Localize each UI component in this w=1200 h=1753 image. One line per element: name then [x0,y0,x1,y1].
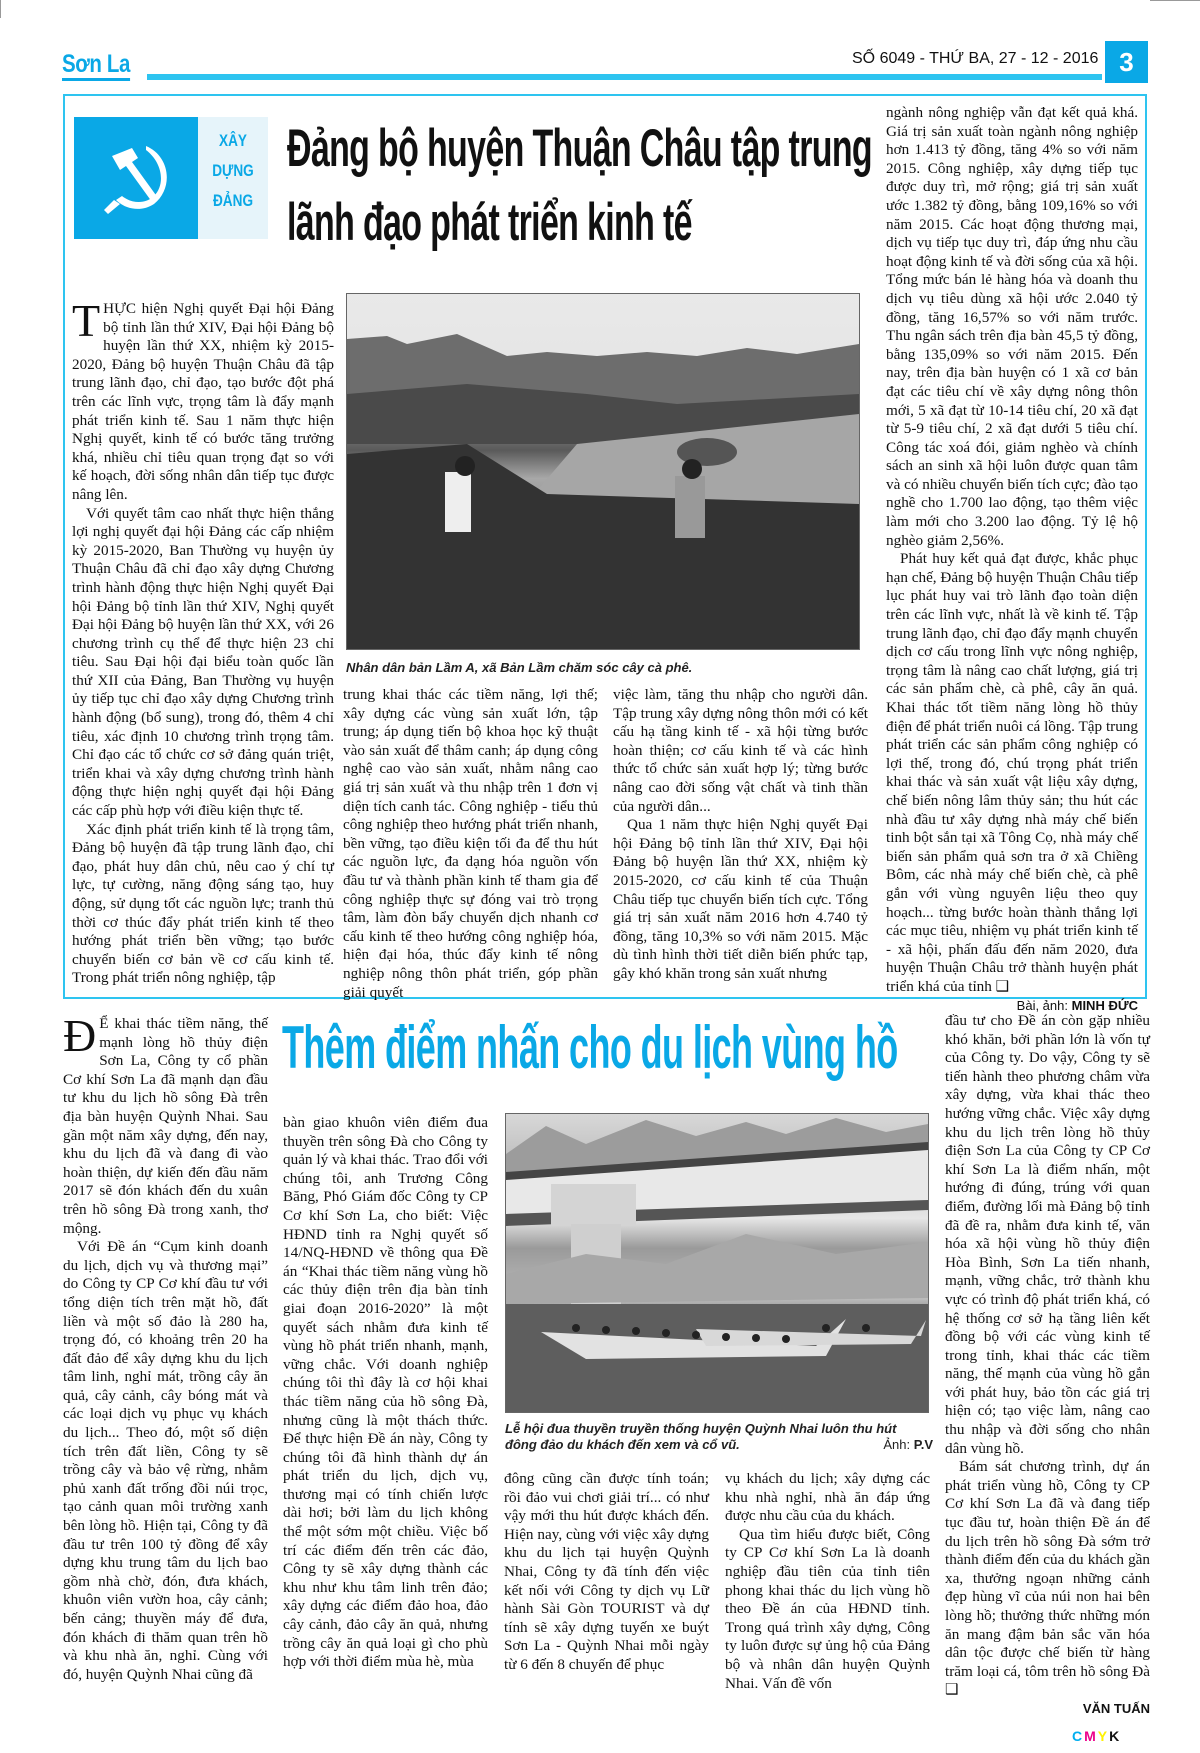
headline-line: Đảng bộ huyện Thuận Châu tập trung [287,119,872,178]
paragraph: Bám sát chương trình, dự án phát triển vùng hồ, Công ty CP Cơ khí Sơn La đã và đang tiếp tục đầu tư, hoàn thiện Đề án để du lịch trên hồ sông Đà sớm trở thành điểm đến của du khách gần xa, thưởng ngoạn những cảnh đẹp hùng vĩ của núi non hai bên lòng hồ; thưởng thức những món ăn mang đậm bản sắc văn hóa dân tộc được chế biến từ hàng trăm loại cá, tôm trên hồ sông Đà ❑ [945,1458,1150,1699]
article-2-byline [945,1700,1150,1719]
paragraph: Ể khai thác tiềm năng, thế mạnh lòng hồ thủy điện Sơn La, Công ty cổ phần Cơ khí Sơn La đã mạnh dạn đầu tư khu du lịch hồ sông Đà trên địa bàn huyện Quỳnh Nhai. Sau gần một năm xây dựng, đến nay, khu du lịch đã và đang đi vào hoàn thiện, dự kiến đến đầu năm 2017 sẽ đón khách đến du xuân trên hồ sông Đà trong xanh, thơ mộng. [63,1015,268,1237]
paragraph: Phát huy kết quả đạt được, khắc phục hạn chế, Đảng bộ huyện Thuận Châu tiếp lục phát huy vai trò lãnh đạo toàn diện trên các lĩnh vực, nhất là về kinh tế. Tập trung lãnh đạo, chỉ đạo đẩy mạnh chuyển dịch cơ cấu trong lĩnh vực nông nghiệp, trọng tâm là nâng cao chất lượng, giá trị các sản phẩm chè, cà phê, cây ăn quả. Khai thác tốt tiềm năng lòng hồ thủy điện để phát triển nuôi cá lồng. Tập trung phát triển các sản phẩm công nghiệp có lợi thế, trong đó, chú trọng phát triển khai thác và sản xuất vật liệu xây dựng, chế biến nông lâm thủy sản; thu hút các nhà đầu tư xây dựng nhà máy chế biến tinh bột sắn tại xã Tông Cọ, nhà máy chế biến sản phẩm quả sơn tra ở xã Chiềng Bôm, các nhà máy chế biến chè, cà phê gắn với vùng nguyên liệu theo quy hoạch... từng bước hoàn thành thắng lợi các mục tiêu, nhiệm vụ phát triển kinh tế - xã hội, phấn đấu đến năm 2020, đưa huyện Thuận Châu trở thành huyện phát triển khá của tỉnh ❑ [886,550,1138,995]
paragraph: bàn giao khuôn viên điểm đua thuyền trên sông Đà cho Công ty quản lý và khai thác. Trao đổi với chúng tôi, anh Trương Công Băng, Phó Giám đốc Công ty CP Cơ khí Sơn La, cho biết: Việc HĐND tỉnh ra Nghị quyết số 14/NQ-HĐND về thông qua Đề án “Khai thác tiềm năng vùng hồ các thủy điện trên địa bàn tỉnh giai đoạn 2016-2020” là một quyết sách nhằm đưa kinh tế vùng hồ phát triển nhanh, mạnh, vững chắc. Với doanh nghiệp chúng tôi thì đây là cơ hội khai thác tiềm năng của hồ sông Đà, nhưng cũng là một thách thức. Để thực hiện Đề án này, Công ty chúng tôi đã hình thành dự án phát triển du lịch, dịch vụ, thương mại có tính chiến lược dài hơi; bởi làm du lịch không thể một sớm một chiều. Việc bố trí các điểm đến trên các đảo, Công ty sẽ xây dựng thành các khu như khu tâm linh trên đảo; xây dựng các điểm đảo hoa, đảo cây cảnh, đảo cây ăn quả, nhưng trồng cây ăn quả loại gì cho phù hợp với thời điểm mùa hè, mùa [283,1114,488,1671]
photo-credit-prefix: Ảnh: [883,1437,914,1452]
badge-line: DỰNG [212,161,254,180]
article-2-column-5 [945,1012,1150,1719]
cmyk-marks [1072,1728,1121,1744]
caption-line: đông đảo du khách đến xem và cổ vũ. [505,1437,740,1452]
photo-credit [883,1437,933,1453]
article-2-column-3 [504,1470,709,1675]
article-1-photo-caption: Nhân dân bản Lầm A, xã Bản Lầm chăm sóc cây cà phê. [346,660,693,675]
section-name: Sơn La [62,50,130,81]
photo-illustration [506,1114,928,1412]
cmyk-y: Y [1097,1728,1110,1744]
boat-race-photo [505,1113,929,1413]
article-2-column-4 [725,1470,930,1693]
cmyk-c: C [1072,1728,1085,1744]
paragraph: vụ khách du lịch; xây dựng các khu nhà nghỉ, nhà ăn đáp ứng được nhu cầu của du khách. [725,1470,930,1525]
paragraph: Qua tìm hiểu được biết, Công ty CP Cơ khí Sơn La là doanh nghiệp đầu tiên của tỉnh tiên phong khai thác du lịch vùng hồ theo Đề án của HĐND tỉnh. Trong quá trình xây dựng, Công ty luôn được sự ủng hộ của Đảng bộ và nhân dân huyện Quỳnh Nhai. Vấn đề vốn [725,1525,930,1692]
article-1-column-4 [886,104,1138,1015]
header-rule [147,74,1102,80]
paragraph: HỰC hiện Nghị quyết Đại hội Đảng bộ tỉnh lần thứ XIV, Đại hội Đảng bộ huyện lần thứ XX, nhiệm kỳ 2015-2020, Đảng bộ huyện Thuận Châu đã tập trung lãnh đạo, chỉ đạo, tạo bước đột phá trên các lĩnh vực, trọng tâm là đẩy mạnh phát triển kinh tế. Sau 1 năm thực hiện Nghị quyết, kinh tế có bước tăng trưởng khá, nhiều chỉ tiêu quan trọng đạt so với kế hoạch, đời sống nhân dân tiếp tục được nâng lên. [72,300,334,503]
issue-info: SỐ 6049 - THỨ BA, 27 - 12 - 2016 [852,50,1099,67]
page-number: 3 [1105,41,1148,83]
article-2-headline: Thêm điểm nhấn cho du lịch vùng hồ [282,1014,898,1081]
photo-credit-name: P.V [913,1437,933,1452]
article-2-column-1 [63,1010,268,1684]
paragraph: ngành nông nghiệp vẫn đạt kết quả khá. Giá trị sản xuất toàn ngành nông nghiệp hơn 1.413 tỷ đồng, tăng 4% so với năm 2015. Công nghiệp, xây dựng tiếp tục được duy trì, mở rộng; giá trị sản xuất ước 1.382 tỷ đồng, bằng 109,16% so với năm 2015. Các hoạt động thương mại, dịch vụ tiếp tục duy trì, đáp ứng nhu cầu hoạt động kinh tế và đời sống của xã hội. Tổng mức bán lẻ hàng hóa và doanh thu dịch vụ tiêu dùng xã hội ước 2.040 tỷ đồng, tăng 16,57% so với năm trước. Thu ngân sách trên địa bàn 45,5 tỷ đồng, bằng 135,09% so với năm 2015. Đến nay, trên địa bàn huyện có 1 xã cơ bản đạt các tiêu chí về xây dựng nông thôn mới, 5 xã đạt từ 10-14 tiêu chí, 20 xã đạt từ 5-9 tiêu chí, 2 xã đạt dưới 5 tiêu chí. Công tác xoá đói, giảm nghèo và chính sách an sinh xã hội luôn được quan tâm và có nhiều chuyển biến tích cực; đào tạo nghề cho 1.700 lao động, tạo thêm việc làm mới cho 3.200 lao động. Tỷ lệ hộ nghèo giảm 2,56%. [886,104,1138,549]
photo-illustration [347,294,859,649]
cmyk-m: M [1084,1728,1098,1744]
byline-author: MINH ĐỨC [1071,997,1138,1013]
badge-line: ĐẢNG [212,191,254,210]
article-2-column-2 [283,1114,488,1672]
article-2-photo-caption [505,1421,933,1453]
crop-mark [0,0,1,18]
drop-cap: Đ [63,1010,97,1061]
caption-line: Lễ hội đua thuyền truyền thống huyện Quỳnh Nhai luôn thu hút [505,1421,897,1436]
caption-line-with-credit [505,1437,933,1453]
paragraph: việc làm, tăng thu nhập cho người dân. Tập trung xây dựng nông thôn mới có kết cấu hạ tầng kinh tế - xã hội từng bước hoàn thiện; cơ cấu kinh tế và các hình thức tổ chức sản xuất hợp lý; từng bước nâng cao đời sống vật chất và tinh thần của người dân... [613,686,868,815]
drop-cap: T [72,295,101,346]
hammer-sickle-icon [102,140,178,216]
byline-author: VĂN TUẤN [1082,1700,1150,1716]
paragraph: đầu tư cho Đề án còn gặp nhiều khó khăn, bởi phần lớn là vốn tự của Công ty. Do vậy, Công ty sẽ tiến hành theo phương châm vừa xây dựng, vừa khai thác theo hướng vững chắc. Việc xây dựng khu du lịch trên lòng hồ thủy điện Sơn La của Công ty CP Cơ khí Sơn La là điểm nhấn, một hướng đi đúng, trúng với quan điểm, đường lối mà Đảng bộ tỉnh đã đề ra, nhằm đưa kinh tế, văn hóa xã hội vùng hồ thủy điện Hòa Bình, Sơn La tiến nhanh, mạnh, vững chắc, trở thành khu vực có trình độ phát triển khá, có hệ thống cơ sở hạ tầng liên kết đồng bộ với các vùng kinh tế trong tỉnh, khai thác các tiềm năng, thế mạnh của vùng hồ gắn với phát huy, bảo tồn các giá trị hiện có; tạo việc làm, nâng cao thu nhập và đời sống cho nhân dân vùng hồ. [945,1012,1150,1457]
badge-line: XÂY [219,131,247,150]
article-1-column-1 [72,295,334,988]
paragraph: Với quyết tâm cao nhất thực hiện thắng lợi nghị quyết đại hội Đảng các cấp nhiệm kỳ 2015-2020, Ban Thường vụ huyện ủy Thuận Châu đã chỉ đạo xây dựng Chương trình hành động thực hiện Nghị quyết Đại hội Đảng bộ tỉnh lần thứ XIV, Nghị quyết Đại hội Đảng bộ huyện lần thứ XX, với 26 chương trình cụ thể để thực hiện 23 chỉ tiêu. Sau Đại hội đại biểu toàn quốc lần thứ XII của Đảng, Ban Thường vụ huyện ủy tiếp tục chỉ đạo xây dựng Chương trình hành động (bổ sung), trong đó, thêm 4 chỉ tiêu, xác định 10 chương trình trọng tâm. Chỉ đạo các tổ chức cơ sở đảng quán triệt, triển khai và xây dựng chương trình hành động thực hiện nghị quyết đại hội Đảng các cấp phù hợp với điều kiện thực tế. [72,504,334,820]
article-1-headline [287,112,872,260]
paragraph: Xác định phát triển kinh tế là trọng tâm, Đảng bộ huyện đã tập trung lãnh đạo, chỉ đạo, phát huy dân chủ, nêu cao ý chí tự lực, tự cường, năng động sáng tạo, huy động, sử dụng tốt các nguồn lực; tranh thủ thời cơ thúc đẩy phát triển kinh tế theo hướng phát triển bền vững; tạo bước chuyển biến cơ bản về cơ cấu kinh tế. Trong phát triển nông nghiệp, tập [72,820,334,987]
byline-prefix: Bài, ảnh: [1016,997,1072,1013]
paragraph: trung khai thác các tiềm năng, lợi thế; xây dựng các vùng sản xuất lớn, tập trung; áp dụng tiến bộ khoa học kỹ thuật vào sản xuất để thâm canh; áp dụng công nghệ cao vào sản xuất, nhằm nâng cao giá trị sản xuất và thu nhập trên 1 đơn vị diện tích canh tác. Công nghiệp - tiểu thủ công nghiệp theo hướng phát triển nhanh, bền vững, tạo điều kiện tối đa để thu hút các nguồn lực, đa dạng hóa nguồn vốn đầu tư và thành phần kinh tế tham gia để công nghiệp thực sự đóng vai trò trọng tâm, làm đòn bẩy chuyển dịch nhanh cơ cấu kinh tế theo hướng công nghiệp hóa, hiện đại hóa, thúc đẩy kinh tế nông nghiệp nông thôn phát triển, góp phần giải quyết [343,686,598,1001]
cmyk-k: K [1109,1728,1122,1744]
paragraph: đông cũng cần được tính toán; rồi đảo vui chơi giải trí... có như vậy mới thu hút được khách đến. Hiện nay, cùng với việc xây dựng khu du lịch tại huyện Quỳnh Nhai, Công ty đã tính đến việc kết nối với Công ty dịch vụ Lữ hành Sài Gòn TOURIST và dự tính sẽ xây dựng tuyến xe buýt Sơn La - Quỳnh Nhai mỗi ngày từ 6 đến 8 chuyến để phục [504,1470,709,1673]
coffee-farm-photo [346,293,860,650]
paragraph: Với Đề án “Cụm kinh doanh du lịch, dịch vụ và thương mại” do Công ty CP Cơ khí đầu tư với tổng diện tích trên mặt hồ, đất liền và một số đảo là 280 ha, trọng đó, có khoảng trên 20 ha đất đảo để xây dựng khu du lịch tâm linh, nghỉ mát, trồng cây ăn quả, cây cảnh, cây bóng mát và các loại dịch vụ phục vụ khách du lịch... Theo đó, một số diện tích trên đất liền, Công ty sẽ trồng cây và bảo vệ rừng, nhằm phủ xanh đất trống đồi núi trọc, tạo cảnh quan môi trường xanh bên lòng hồ. Hiện tại, Công ty đã đầu tư trên 100 tỷ đồng để xây dựng khu trung tâm du lịch bao gồm nhà chờ, đón, đưa khách, khuôn viên vườn hoa, cây cảnh; bến cảng; thuyền máy để đưa, đón khách đi thăm quan trên hồ và khu nhà ăn, nghỉ. Cùng với đó, huyện Quỳnh Nhai cũng đã [63,1238,268,1683]
article-1-column-2 [343,686,598,1002]
section-badge-label [207,126,260,216]
article-1-column-3 [613,686,868,984]
crop-mark [1150,0,1200,1]
paragraph: Qua 1 năm thực hiện Nghị quyết Đại hội Đảng bộ tỉnh lần thứ XIV, Đại hội Đảng bộ huyện lần thứ XX, nhiệm kỳ 2015-2020, cơ cấu kinh tế của Thuận Châu tiếp tục chuyển biến tích cực. Tổng giá trị sản xuất năm 2016 hơn 4.740 tỷ đồng, tăng 10,3% so với năm 2015. Mặc dù tình hình thời tiết diễn biến phức tạp, gây khó khăn trong sản xuất nhưng [613,816,868,982]
headline-line: lãnh đạo phát triển kinh tế [287,193,692,252]
